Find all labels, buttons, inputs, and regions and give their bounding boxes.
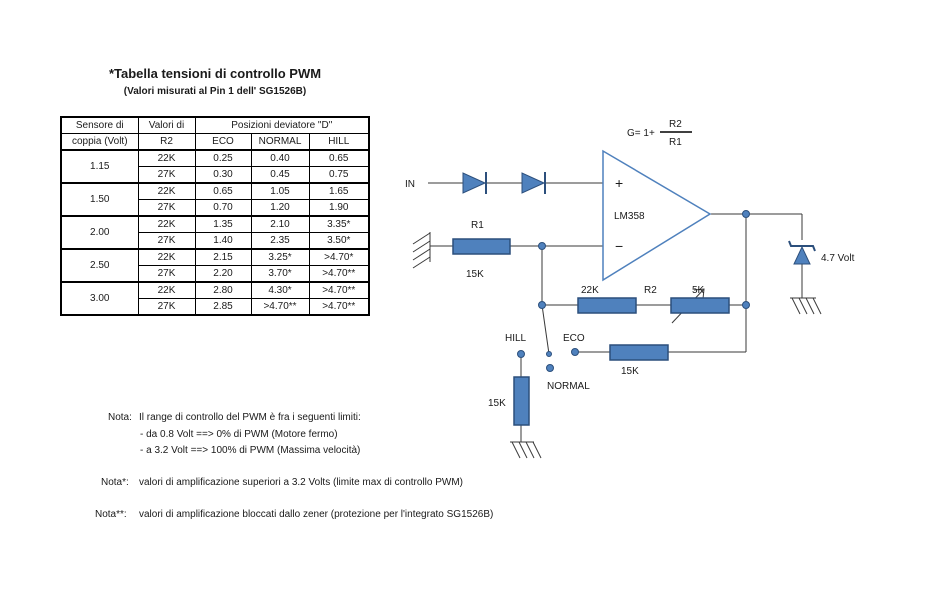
- potentiometer-5k: [671, 298, 729, 313]
- node-inverting: [539, 243, 546, 250]
- ground-r1: [413, 232, 430, 268]
- r2-cell: 27K: [138, 233, 195, 250]
- r2-cell: 27K: [138, 299, 195, 316]
- hill-cell: 0.75: [309, 167, 369, 184]
- hill-cell: >4.70**: [309, 282, 369, 299]
- table-subtitle: (Valori misurati al Pin 1 dell' SG1526B): [123, 86, 307, 97]
- eco-cell: 1.40: [195, 233, 251, 250]
- note-line-1: Il range di controllo del PWM è fra i seguenti limiti:: [139, 412, 361, 423]
- normal-cell: 4.30*: [251, 282, 309, 299]
- note-line-3: - a 3.2 Volt ==> 100% di PWM (Massima velocità): [140, 445, 361, 456]
- resistor-r1: [453, 239, 510, 254]
- r1-value: 15K: [466, 269, 484, 280]
- eco-cell: 2.20: [195, 266, 251, 283]
- note-label: Nota:: [108, 412, 132, 423]
- normal-cell: 1.20: [251, 200, 309, 217]
- header-normal: NORMAL: [251, 134, 309, 151]
- sensor-cell: 2.00: [61, 216, 138, 249]
- sensor-cell: 1.15: [61, 150, 138, 183]
- r2-label: R2: [644, 285, 657, 296]
- note-line-2: - da 0.8 Volt ==> 0% di PWM (Motore fermo): [140, 429, 338, 440]
- switch-normal-label: NORMAL: [547, 381, 590, 392]
- gain-prefix: G= 1+: [627, 128, 655, 139]
- hill-cell: 1.65: [309, 183, 369, 200]
- eco-cell: 2.15: [195, 249, 251, 266]
- note-star-label: Nota*:: [101, 477, 129, 488]
- switch-hill-label: HILL: [505, 333, 527, 344]
- opamp-label: LM358: [614, 211, 645, 222]
- hill-cell: >4.70**: [309, 266, 369, 283]
- r2-cell: 22K: [138, 183, 195, 200]
- hill-cell: >4.70*: [309, 249, 369, 266]
- switch-blade: [542, 305, 549, 354]
- pot-value: 5K: [692, 285, 705, 296]
- header-sensor-line1: Sensore di: [61, 117, 138, 134]
- header-switch-positions: Posizioni deviatore "D": [195, 117, 369, 134]
- resistor-eco: [610, 345, 668, 360]
- r2-cell: 22K: [138, 216, 195, 233]
- sensor-cell: 1.50: [61, 183, 138, 216]
- eco-cell: 0.30: [195, 167, 251, 184]
- eco-cell: 1.35: [195, 216, 251, 233]
- sensor-cell: 3.00: [61, 282, 138, 315]
- r2-cell: 27K: [138, 200, 195, 217]
- diode-2: [522, 172, 545, 194]
- r2-cell: 22K: [138, 249, 195, 266]
- hill-cell: 3.35*: [309, 216, 369, 233]
- normal-cell: 2.10: [251, 216, 309, 233]
- hill-resistor-value: 15K: [488, 398, 506, 409]
- normal-cell: >4.70**: [251, 299, 309, 316]
- sensor-cell: 2.50: [61, 249, 138, 282]
- note-star-text: valori di amplificazione superiori a 3.2 Volts (limite max di controllo PWM): [139, 477, 464, 488]
- normal-cell: 0.40: [251, 150, 309, 167]
- normal-cell: 0.45: [251, 167, 309, 184]
- switch-contact-normal: [547, 365, 554, 372]
- node-output: [743, 211, 750, 218]
- hill-cell: 1.90: [309, 200, 369, 217]
- switch-pivot: [547, 352, 552, 357]
- node-feedback-right: [743, 302, 750, 309]
- diode-1: [463, 172, 486, 194]
- note-doublestar-text: valori di amplificazione bloccati dallo zener (protezione per l'integrato SG1526B): [139, 509, 494, 520]
- header-eco: ECO: [195, 134, 251, 151]
- normal-cell: 1.05: [251, 183, 309, 200]
- normal-cell: 2.35: [251, 233, 309, 250]
- r2-value: 22K: [581, 285, 599, 296]
- table-title: *Tabella tensioni di controllo PWM: [108, 66, 322, 81]
- eco-cell: 0.70: [195, 200, 251, 217]
- r2-cell: 27K: [138, 266, 195, 283]
- eco-cell: 0.65: [195, 183, 251, 200]
- eco-cell: 2.80: [195, 282, 251, 299]
- switch-eco-label: ECO: [563, 333, 585, 344]
- header-r2-line2: R2: [138, 134, 195, 151]
- resistor-hill: [514, 377, 529, 425]
- eco-cell: 2.85: [195, 299, 251, 316]
- resistor-r2: [578, 298, 636, 313]
- eco-cell: 0.25: [195, 150, 251, 167]
- ground-zener: [790, 298, 821, 314]
- input-label: IN: [405, 179, 415, 190]
- header-hill: HILL: [309, 134, 369, 151]
- hill-cell: >4.70**: [309, 299, 369, 316]
- switch-contact-hill: [518, 351, 525, 358]
- r1-label: R1: [471, 220, 484, 231]
- r2-cell: 27K: [138, 167, 195, 184]
- gain-denominator: R1: [669, 137, 682, 148]
- node-feedback: [539, 302, 546, 309]
- opamp-plus-sign: +: [615, 175, 624, 191]
- note-doublestar-label: Nota**:: [95, 509, 127, 520]
- normal-cell: 3.70*: [251, 266, 309, 283]
- header-sensor-line2: coppia (Volt): [61, 134, 138, 151]
- gain-numerator: R2: [669, 119, 682, 130]
- hill-cell: 0.65: [309, 150, 369, 167]
- ground-hill: [510, 442, 541, 458]
- normal-cell: 3.25*: [251, 249, 309, 266]
- zener-label: 4.7 Volt: [821, 253, 855, 264]
- opamp-minus-sign: −: [615, 238, 624, 254]
- hill-cell: 3.50*: [309, 233, 369, 250]
- r2-cell: 22K: [138, 282, 195, 299]
- eco-resistor-value: 15K: [621, 366, 639, 377]
- header-r2-line1: Valori di: [138, 117, 195, 134]
- zener-diode: [789, 241, 815, 264]
- switch-contact-eco: [572, 349, 579, 356]
- r2-cell: 22K: [138, 150, 195, 167]
